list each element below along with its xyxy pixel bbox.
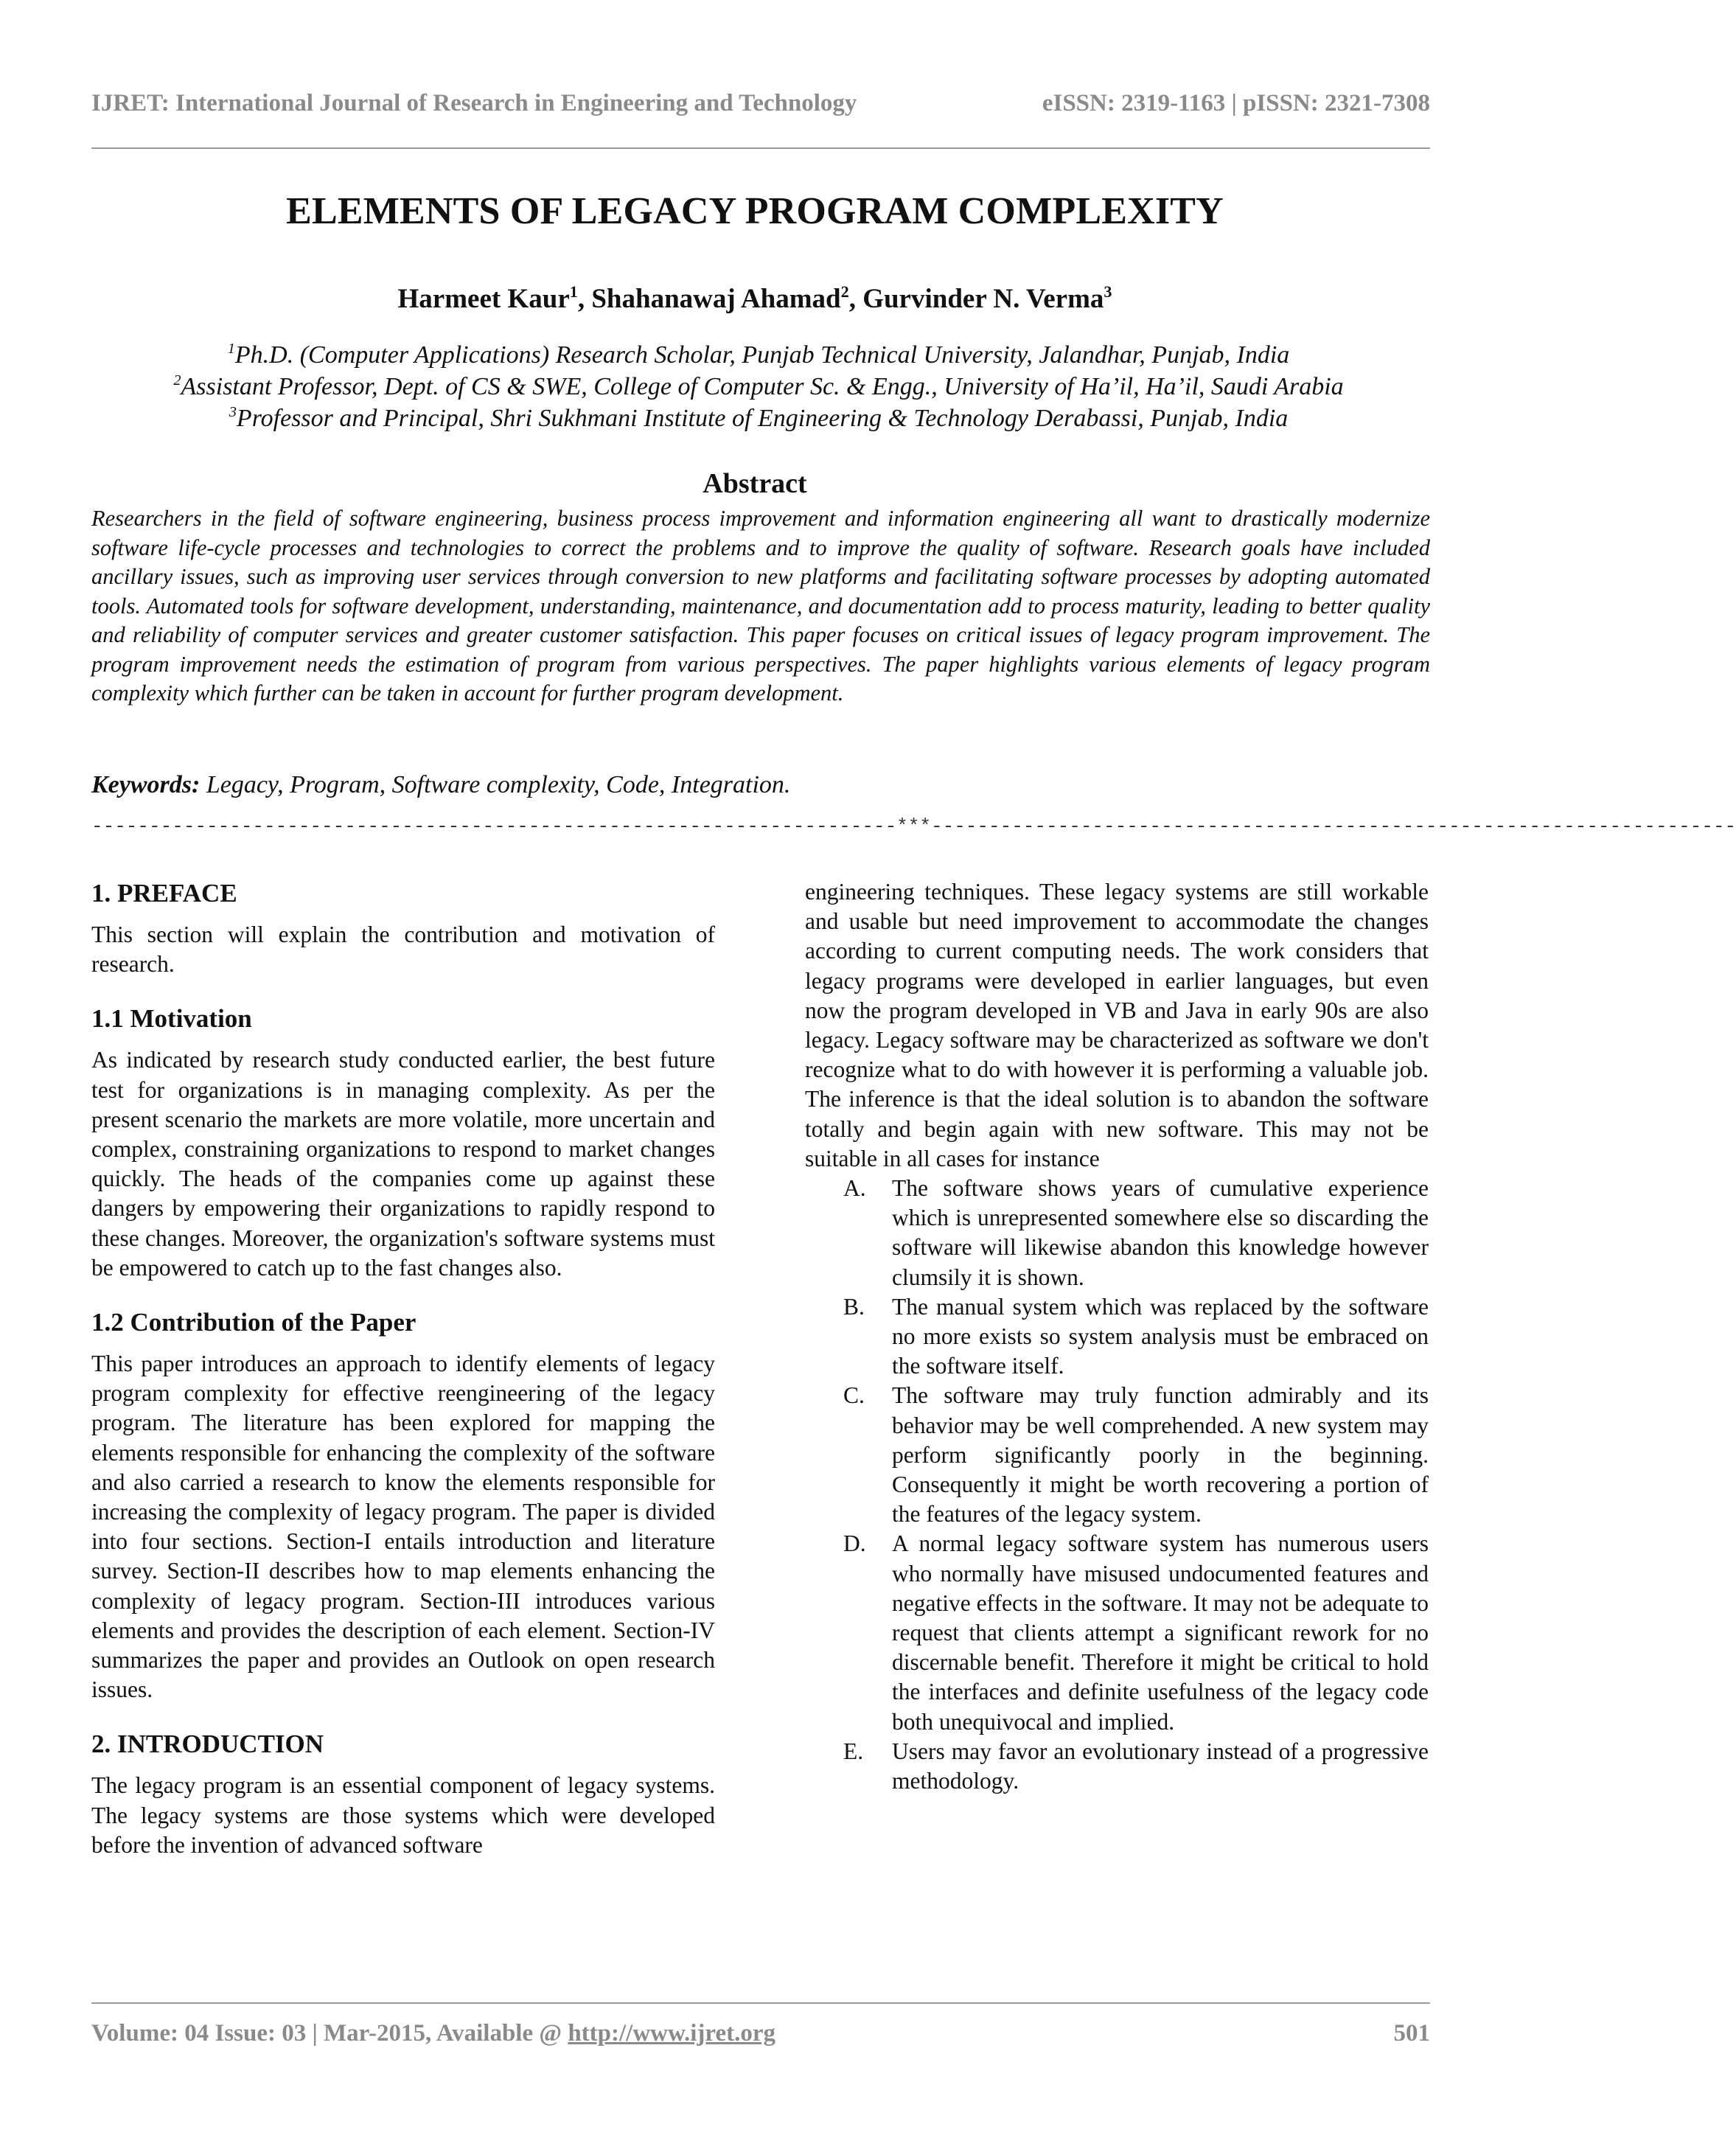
paper-title: ELEMENTS OF LEGACY PROGRAM COMPLEXITY: [286, 190, 1224, 232]
introduction-text-continued: engineering techniques. These legacy systems are still workable and usable but need improvement to accommodate the changes according to current computing needs. The work considers that legacy programs were developed in earlier languages, but even now the program developed in VB and Java in early 90s are also legacy. Legacy software may be characterized as software we don't recognize what to do with however it is performing a valuable job. The inference is that the ideal solution is to abandon the software totally and begin again with new software. This may not be suitable in all cases for instance: [805, 879, 1429, 1171]
list-item: B. The manual system which was replaced by the software no more exists so system analysis must be embraced on the software itself.: [843, 1293, 1429, 1379]
footer-rule: [91, 2002, 1430, 2004]
preface-text: This section will explain the contribution and motivation of research.: [91, 922, 715, 978]
keywords: [91, 771, 1430, 799]
volume-info: Volume: 04 Issue: 03 | Mar-2015, Available @ http://www.ijret.org: [91, 2020, 775, 2047]
running-header: [91, 90, 1430, 117]
issn: eISSN: 2319-1163 | pISSN: 2321-7308: [1042, 90, 1430, 116]
journal-link[interactable]: http://www.ijret.org: [568, 2020, 775, 2047]
affiliations: [88, 339, 1429, 434]
right-column: [805, 877, 1429, 1796]
preface-heading: 1. PREFACE: [91, 879, 237, 908]
abstract-heading: Abstract: [703, 468, 807, 499]
left-column: [91, 877, 715, 1860]
page-number: 501: [1393, 2020, 1430, 2047]
motivation-heading: 1.1 Motivation: [91, 1004, 252, 1034]
introduction-text: The legacy program is an essential component of legacy systems. The legacy systems are those systems which were developed before the invention of advanced software: [91, 1772, 715, 1858]
running-footer: [91, 2020, 1430, 2047]
abstract-text: Researchers in the field of software engineering, business process improvement and information engineering all want to drastically modernize software life-cycle processes and technologies to correct the problems and to improve the quality of software. Research goals have included ancillary issues, such as improving user services through conversion to new platforms and facilitating software processes by adopting automated tools. Automated tools for software development, understanding, maintenance, and documentation add to process maturity, leading to better quality and reliability of computer services and greater customer satisfaction. This paper focuses on critical issues of legacy program improvement. The program improvement needs the estimation of program from various perspectives. The paper highlights various elements of legacy program complexity which further can be taken in account for further program development.: [91, 506, 1430, 706]
list-item: D. A normal legacy software system has numerous users who normally have misused undocumented features and negative effects in the software. It may not be adequate to request that clients attempt a significant rework for no discernable benefit. Therefore it might be critical to hold the interfaces and definite usefulness of the legacy code both unequivocal and implied.: [843, 1530, 1429, 1735]
author: Shahanawaj Ahamad$^2$,: [591, 282, 863, 314]
affiliation: $^3$Professor and Principal, Shri Sukhmani Institute of Engineering & Technology Derabassi, Punjab, India: [229, 403, 1289, 432]
introduction-heading: 2. INTRODUCTION: [91, 1730, 324, 1759]
affiliation: $^2$Assistant Professor, Dept. of CS & SWE, College of Computer Sc. & Engg., University of Ha’il, Ha’il, Saudi Arabia: [173, 372, 1344, 400]
list-item: A. The software shows years of cumulative experience which is unrepresented somewhere else so discarding the software will likewise abandon this knowledge however clumsily it is shown.: [843, 1175, 1429, 1290]
section-separator: ----------------------------------------------------------------------***----------------------------------------------------------------------: [91, 815, 1736, 837]
contribution-text: This paper introduces an approach to identify elements of legacy program complexity for effective reengineering of the legacy program. The literature has been explored for mapping the elements responsible for enhancing the complexity of the software and also carried a research to know the elements responsible for increasing the complexity of legacy program. The paper is divided into four sections. Section-I entails introduction and literature survey. Section-II describes how to map elements enhancing the complexity of legacy program. Section-III introduces various elements and provides the description of each element. Section-IV summarizes the paper and provides an Outlook on open research issues.: [91, 1351, 715, 1703]
list-item: C. The software may truly function admirably and its behavior may be well comprehended. A new system may perform significantly poorly in the beginning. Consequently it might be worth recovering a portion of the features of the legacy system.: [843, 1382, 1429, 1528]
keywords-label: Keywords:: [91, 771, 201, 798]
list-item: E. Users may favor an evolutionary instead of a progressive methodology.: [843, 1738, 1429, 1794]
keywords-text: Legacy, Program, Software complexity, Code, Integration.: [206, 771, 791, 798]
motivation-text: As indicated by research study conducted earlier, the best future test for organizations is in managing complexity. As per the present scenario the markets are more volatile, more uncertain and complex, constraining organizations to respond to market changes quickly. The heads of the companies come up against these dangers by empowering their organizations to rapidly respond to these changes. Moreover, the organization's software systems must be empowered to catch up to the fast changes also.: [91, 1047, 715, 1281]
contribution-heading: 1.2 Contribution of the Paper: [91, 1308, 416, 1337]
author: Gurvinder N. Verma$^3$: [862, 282, 1112, 314]
author-list: [0, 283, 1510, 315]
header-rule: [91, 147, 1430, 149]
journal-name: IJRET: International Journal of Research in Engineering and Technology: [91, 90, 857, 116]
affiliation: $^1$Ph.D. (Computer Applications) Research Scholar, Punjab Technical University, Jalandhar, Punjab, India: [227, 340, 1290, 369]
cases-list: [805, 1174, 1429, 1796]
author: Harmeet Kaur$^1$,: [397, 282, 592, 314]
